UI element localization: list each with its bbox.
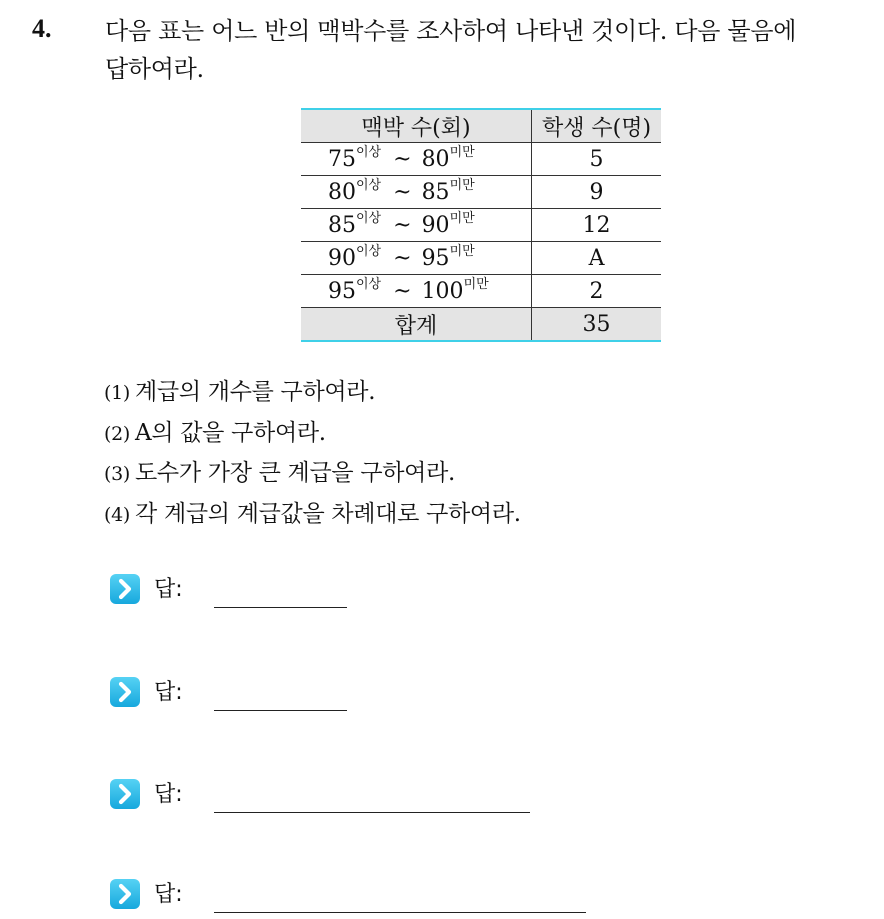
answer-label: 답:: [154, 882, 183, 907]
chevron-right-icon: [110, 677, 140, 707]
table-total-row: [301, 308, 661, 342]
answer-label: 답:: [154, 680, 183, 705]
class-interval: $80^{이상}$ ~ $85^{미만}$: [301, 176, 532, 209]
problem-text-line-2: 답하여라.: [105, 55, 204, 83]
question-item: [104, 454, 521, 495]
header-pulse-count: 맥박 수(회): [301, 109, 532, 143]
question-item: [104, 373, 521, 414]
frequency-table: [301, 108, 661, 342]
question-text: A의 값을 구하여라.: [135, 419, 326, 446]
question-number: (4): [104, 503, 131, 526]
frequency-cell: 5: [532, 143, 661, 176]
table-row: [301, 209, 661, 242]
answer-label: 답:: [154, 782, 183, 807]
class-interval: $95^{이상}$ ~ $100^{미만}$: [301, 275, 532, 308]
question-text: 도수가 가장 큰 계급을 구하여라.: [135, 460, 456, 486]
answer-input-2[interactable]: [214, 710, 347, 711]
problem-text-line-1: 다음 표는 어느 반의 맥박수를 조사하여 나타낸 것이다. 다음 물음에: [105, 17, 797, 45]
problem-number: 4.: [32, 14, 52, 43]
total-label: 합계: [301, 308, 532, 342]
class-interval: $75^{이상}$ ~ $80^{미만}$: [301, 143, 532, 176]
chevron-right-icon: [110, 879, 140, 909]
table-row: [301, 242, 661, 275]
class-interval: $90^{이상}$ ~ $95^{미만}$: [301, 242, 532, 275]
frequency-cell: 9: [532, 176, 661, 209]
question-item: [104, 414, 521, 455]
answer-input-3[interactable]: [214, 812, 530, 813]
question-list: [104, 373, 521, 535]
answer-input-1[interactable]: [214, 607, 347, 608]
header-student-count: 학생 수(명): [532, 109, 661, 143]
frequency-cell: 2: [532, 275, 661, 308]
table-row: [301, 275, 661, 308]
table-header-row: [301, 109, 661, 143]
question-number: (1): [104, 382, 131, 404]
question-number: (2): [104, 422, 131, 445]
problem-text: [105, 12, 875, 88]
question-text: 각 계급의 계급값을 차례대로 구하여라.: [135, 500, 521, 527]
question-number: (3): [104, 463, 131, 485]
question-item: [104, 495, 521, 536]
total-value: 35: [532, 308, 661, 342]
chevron-right-icon: [110, 574, 140, 604]
table-row: [301, 143, 661, 176]
frequency-cell: 12: [532, 209, 661, 242]
class-interval: $85^{이상}$ ~ $90^{미만}$: [301, 209, 532, 242]
question-text: 계급의 개수를 구하여라.: [135, 379, 376, 405]
chevron-right-icon: [110, 779, 140, 809]
table-row: [301, 176, 661, 209]
answer-input-4[interactable]: [214, 912, 586, 913]
answer-label: 답:: [154, 577, 183, 602]
frequency-cell: A: [532, 242, 661, 275]
